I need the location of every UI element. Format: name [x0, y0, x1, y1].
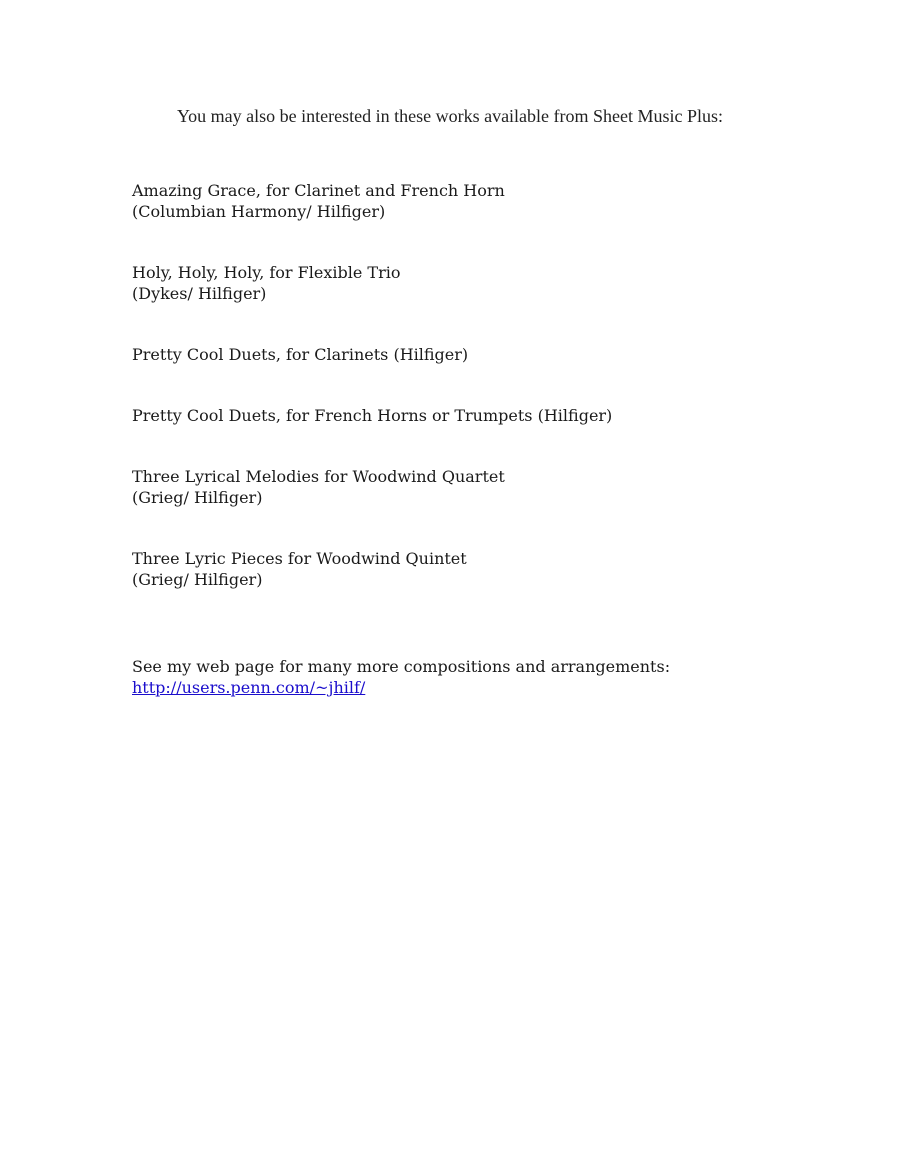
page-heading: You may also be interested in these works available from Sheet Music Plus: [176, 106, 724, 126]
footer-note [132, 656, 832, 698]
work-title: Three Lyric Pieces for Woodwind Quintet [132, 549, 467, 568]
work-title: Pretty Cool Duets, for Clarinets (Hilfiger) [132, 345, 469, 364]
footer-text: See my web page for many more compositions and arrangements: [132, 657, 671, 676]
work-credit: (Dykes/ Hilfiger) [132, 284, 267, 303]
work-item [132, 405, 832, 426]
work-item [132, 466, 832, 508]
website-link[interactable]: http://users.penn.com/~jhilf/ [132, 678, 366, 697]
work-item [132, 262, 832, 304]
work-credit: (Columbian Harmony/ Hilfiger) [132, 202, 386, 221]
work-title: Amazing Grace, for Clarinet and French Horn [132, 181, 505, 200]
work-title: Holy, Holy, Holy, for Flexible Trio [132, 263, 401, 282]
work-item [132, 344, 832, 365]
work-item [132, 548, 832, 590]
work-credit: (Grieg/ Hilfiger) [132, 488, 263, 507]
work-credit: (Grieg/ Hilfiger) [132, 570, 263, 589]
work-item [132, 180, 832, 222]
works-list [132, 180, 832, 630]
work-title: Pretty Cool Duets, for French Horns or Trumpets (Hilfiger) [132, 406, 613, 425]
work-title: Three Lyrical Melodies for Woodwind Quartet [132, 467, 505, 486]
